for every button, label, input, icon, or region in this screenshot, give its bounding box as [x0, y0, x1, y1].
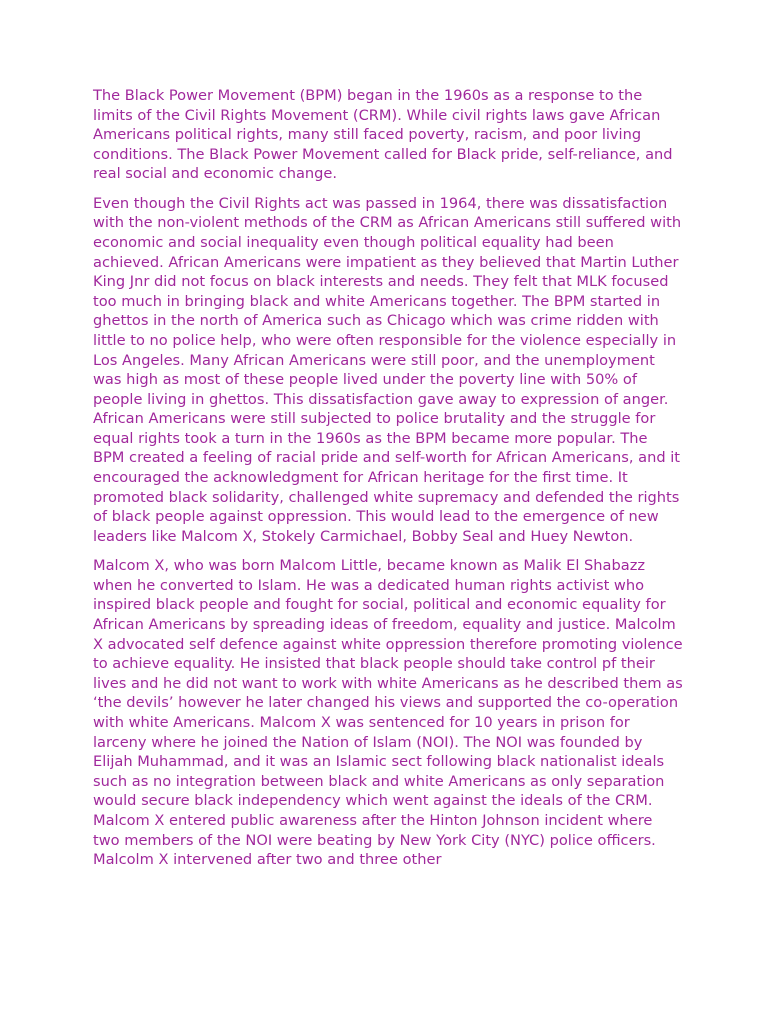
document-page: [93, 86, 683, 880]
paragraph-civil-rights-dissatisfaction: Even though the Civil Rights act was passed in 1964, there was dissatisfaction with the non-violent methods of the CRM as African Americans still suffered with economic and social inequality even though political equality had been achieved. African Americans were impatient as they believed that Martin Luther King Jnr did not focus on black interests and needs. They felt that MLK focused too much in bringing black and white Americans together. The BPM started in ghettos in the north of America such as Chicago which was crime ridden with little to no police help, who were often responsible for the violence especially in Los Angeles. Many African Americans were still poor, and the unemployment was high as most of these people lived under the poverty line with 50% of people living in ghettos. This dissatisfaction gave away to expression of anger. African Americans were still subjected to police brutality and the struggle for equal rights took a turn in the 1960s as the BPM became more popular. The BPM created a feeling of racial pride and self-worth for African Americans, and it encouraged the acknowledgment for African heritage for the first time. It promoted black solidarity, challenged white supremacy and defended the rights of black people against oppression. This would lead to the emergence of new leaders like Malcom X, Stokely Carmichael, Bobby Seal and Huey Newton.: [93, 194, 682, 545]
paragraph-intro: The Black Power Movement (BPM) began in the 1960s as a response to the limits of the Civil Rights Movement (CRM). While civil rights laws gave African Americans political rights, many still faced poverty, racism, and poor living conditions. The Black Power Movement called for Black pride, self-reliance, and real social and economic change.: [93, 87, 673, 183]
paragraph-malcolm-x: Malcom X, who was born Malcom Little, became known as Malik El Shabazz when he converted to Islam. He was a dedicated human rights activist who inspired black people and fought for social, political and economic equality for African Americans by spreading ideas of freedom, equality and justice. Malcolm X advocated self defence against white oppression therefore promoting violence to achieve equality. He insisted that black people should take control pf their lives and he did not want to work with white Americans as he described them as ‘the devils’ however he later changed his views and supported the co-operation with white Americans. Malcom X was sentenced for 10 years in prison for larceny where he joined the Nation of Islam (NOI). The NOI was founded by Elijah Muhammad, and it was an Islamic sect following black nationalist ideals such as no integration between black and white Americans as only separation would secure black independency which went against the ideals of the CRM. Malcom X entered public awareness after the Hinton Johnson incident where two members of the NOI were beating by New York City (NYC) police officers. Malcolm X intervened after two and three other: [93, 557, 683, 869]
